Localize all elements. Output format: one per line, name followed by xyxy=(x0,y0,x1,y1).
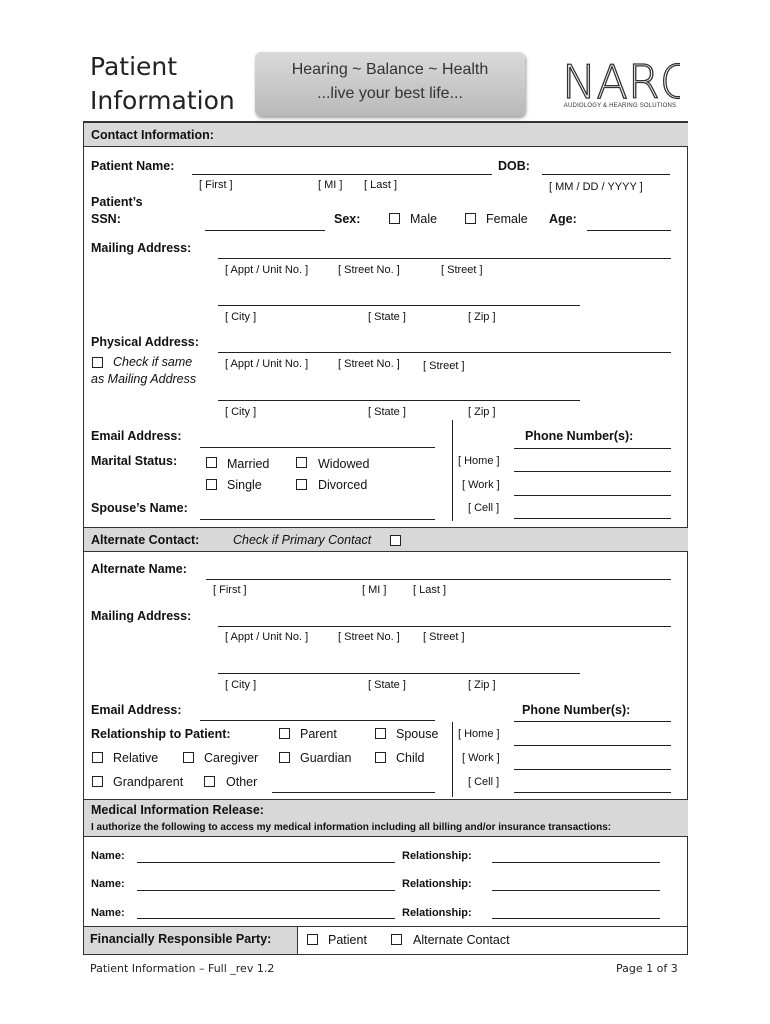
mailing-address-label: Mailing Address: xyxy=(91,241,192,255)
relative-checkbox[interactable] xyxy=(92,752,103,763)
cell-phone-hint: [ Cell ] xyxy=(468,502,500,514)
caregiver-checkbox[interactable] xyxy=(183,752,194,763)
financial-label-cell xyxy=(84,926,298,954)
phone-numbers-label: Phone Number(s): xyxy=(525,429,634,443)
work-phone-hint: [ Work ] xyxy=(462,479,500,491)
alt-work-phone-hint: [ Work ] xyxy=(462,752,500,764)
divorced-checkbox[interactable] xyxy=(296,479,307,490)
logo-subtitle: AUDIOLOGY & HEARING SOLUTIONS xyxy=(563,103,677,109)
alt-mailing-line-1[interactable] xyxy=(218,626,671,627)
footer-page-number: Page 1 of 3 xyxy=(616,962,678,975)
release-name-label-3: Name: xyxy=(91,907,125,919)
financial-alternate-label: Alternate Contact xyxy=(413,933,510,947)
release-name-field-2[interactable] xyxy=(137,890,395,891)
financial-top-border xyxy=(298,926,688,927)
mi-hint: [ MI ] xyxy=(318,179,343,191)
work-phone-field[interactable] xyxy=(514,495,671,496)
state-hint: [ State ] xyxy=(368,311,406,323)
physical-appt-hint: [ Appt / Unit No. ] xyxy=(225,358,309,370)
spouse-checkbox[interactable] xyxy=(375,728,386,739)
other-checkbox[interactable] xyxy=(204,776,215,787)
alt-phone-numbers-label: Phone Number(s): xyxy=(522,703,631,717)
dob-label: DOB: xyxy=(498,159,530,173)
release-relationship-field-3[interactable] xyxy=(492,918,660,919)
title-line-1: Patient xyxy=(90,52,178,81)
alternate-name-label: Alternate Name: xyxy=(91,562,187,576)
alternate-section-header xyxy=(84,527,688,552)
alt-street-hint: [ Street ] xyxy=(423,631,465,643)
primary-contact-label: Check if Primary Contact xyxy=(233,533,372,547)
relative-label: Relative xyxy=(113,751,159,765)
contact-section-header xyxy=(84,122,688,147)
other-field[interactable] xyxy=(272,792,435,793)
mailing-address-line-1[interactable] xyxy=(218,258,671,259)
authorize-text: I authorize the following to access my medical information including all billing and/or insurance transactions: xyxy=(91,822,612,833)
street-no-hint: [ Street No. ] xyxy=(338,264,400,276)
alternate-section-title: Alternate Contact: xyxy=(91,533,200,547)
child-checkbox[interactable] xyxy=(375,752,386,763)
physical-address-line-1[interactable] xyxy=(218,352,671,353)
footer-left: Patient Information – Full _rev 1.2 xyxy=(90,962,275,975)
widowed-checkbox[interactable] xyxy=(296,457,307,468)
physical-street-no-hint: [ Street No. ] xyxy=(338,358,400,370)
tagline-line-2: ...live your best life... xyxy=(317,85,463,102)
physical-zip-hint: [ Zip ] xyxy=(468,406,496,418)
logo-wordmark: NARO xyxy=(562,55,680,105)
phone-header-line xyxy=(514,448,671,449)
ssn-field[interactable] xyxy=(205,230,325,231)
sex-label: Sex: xyxy=(334,212,361,226)
spouse-name-field[interactable] xyxy=(200,519,435,520)
logo-graphic xyxy=(560,50,680,105)
financial-patient-label: Patient xyxy=(328,933,367,947)
last-hint: [ Last ] xyxy=(364,179,398,191)
release-relationship-label-3: Relationship: xyxy=(402,907,472,919)
caregiver-label: Caregiver xyxy=(204,751,259,765)
medical-section-header xyxy=(84,799,688,837)
medical-section-title: Medical Information Release: xyxy=(91,803,264,817)
spouse-label: Spouse xyxy=(396,727,439,741)
divorced-label: Divorced xyxy=(318,478,368,492)
alt-work-phone-field[interactable] xyxy=(514,769,671,770)
married-checkbox[interactable] xyxy=(206,457,217,468)
release-name-label-2: Name: xyxy=(91,878,125,890)
alt-mailing-line-2[interactable] xyxy=(218,673,580,674)
cell-phone-field[interactable] xyxy=(514,518,671,519)
ssn-label-1: Patient’s xyxy=(91,195,143,209)
email-field[interactable] xyxy=(200,447,435,448)
release-relationship-field-1[interactable] xyxy=(492,862,660,863)
age-field[interactable] xyxy=(587,230,671,231)
same-as-mailing-label-1: Check if same xyxy=(113,355,193,369)
ssn-label-2: SSN: xyxy=(91,212,121,226)
alt-state-hint: [ State ] xyxy=(368,679,406,691)
relationship-label: Relationship to Patient: xyxy=(91,727,231,741)
grandparent-checkbox[interactable] xyxy=(92,776,103,787)
city-hint: [ City ] xyxy=(225,311,257,323)
age-label: Age: xyxy=(549,212,577,226)
alt-email-label: Email Address: xyxy=(91,703,182,717)
alt-appt-hint: [ Appt / Unit No. ] xyxy=(225,631,309,643)
mailing-address-line-2[interactable] xyxy=(218,305,580,306)
physical-city-hint: [ City ] xyxy=(225,406,257,418)
parent-checkbox[interactable] xyxy=(279,728,290,739)
single-label: Single xyxy=(227,478,262,492)
alt-home-phone-field[interactable] xyxy=(514,745,671,746)
appt-hint: [ Appt / Unit No. ] xyxy=(225,264,309,276)
alt-first-hint: [ First ] xyxy=(213,584,247,596)
same-as-mailing-checkbox[interactable] xyxy=(92,357,103,368)
physical-address-label: Physical Address: xyxy=(91,335,199,349)
alt-last-hint: [ Last ] xyxy=(413,584,447,596)
alt-mailing-label: Mailing Address: xyxy=(91,609,192,623)
column-divider xyxy=(452,420,453,521)
first-hint: [ First ] xyxy=(199,179,233,191)
male-label: Male xyxy=(410,212,438,226)
financial-label: Financially Responsible Party: xyxy=(90,932,272,946)
married-label: Married xyxy=(227,457,270,471)
widowed-label: Widowed xyxy=(318,457,370,471)
tagline-banner xyxy=(255,52,525,116)
marital-status-label: Marital Status: xyxy=(91,454,178,468)
alternate-name-field[interactable] xyxy=(206,579,671,580)
release-relationship-label-1: Relationship: xyxy=(402,850,472,862)
release-name-label-1: Name: xyxy=(91,850,125,862)
alt-cell-phone-hint: [ Cell ] xyxy=(468,776,500,788)
other-label: Other xyxy=(226,775,258,789)
contact-section-title: Contact Information: xyxy=(91,128,214,142)
alt-street-no-hint: [ Street No. ] xyxy=(338,631,400,643)
alt-mi-hint: [ MI ] xyxy=(362,584,387,596)
title-line-2: Information xyxy=(90,86,235,115)
release-relationship-field-2[interactable] xyxy=(492,890,660,891)
financial-alternate-checkbox[interactable] xyxy=(391,934,402,945)
child-label: Child xyxy=(396,751,425,765)
alt-zip-hint: [ Zip ] xyxy=(468,679,496,691)
home-phone-field[interactable] xyxy=(514,471,671,472)
street-hint: [ Street ] xyxy=(441,264,483,276)
patient-name-label: Patient Name: xyxy=(91,159,175,173)
physical-state-hint: [ State ] xyxy=(368,406,406,418)
physical-address-line-2[interactable] xyxy=(218,400,580,401)
physical-street-hint: [ Street ] xyxy=(423,360,465,372)
grandparent-label: Grandparent xyxy=(113,775,184,789)
alt-column-divider xyxy=(452,722,453,797)
alt-phone-header-line xyxy=(514,721,671,722)
release-relationship-label-2: Relationship: xyxy=(402,878,472,890)
financial-patient-checkbox[interactable] xyxy=(307,934,318,945)
dob-field[interactable] xyxy=(542,174,670,175)
single-checkbox[interactable] xyxy=(206,479,217,490)
release-name-field-3[interactable] xyxy=(137,918,395,919)
page-title xyxy=(90,50,235,118)
tagline-line-1: Hearing ~ Balance ~ Health xyxy=(291,61,489,78)
home-phone-hint: [ Home ] xyxy=(458,455,500,467)
alt-cell-phone-field[interactable] xyxy=(514,792,671,793)
primary-contact-checkbox[interactable] xyxy=(390,535,401,546)
release-name-field-1[interactable] xyxy=(137,862,395,863)
email-label: Email Address: xyxy=(91,429,182,443)
male-checkbox[interactable] xyxy=(389,213,400,224)
patient-name-field[interactable] xyxy=(192,174,492,175)
alt-city-hint: [ City ] xyxy=(225,679,257,691)
female-checkbox[interactable] xyxy=(465,213,476,224)
dob-hint: [ MM / DD / YYYY ] xyxy=(549,181,643,193)
female-label: Female xyxy=(486,212,528,226)
alt-email-field[interactable] xyxy=(200,720,435,721)
parent-label: Parent xyxy=(300,727,337,741)
same-as-mailing-label-2: as Mailing Address xyxy=(91,372,197,386)
guardian-checkbox[interactable] xyxy=(279,752,290,763)
spouse-name-label: Spouse’s Name: xyxy=(91,501,188,515)
alt-home-phone-hint: [ Home ] xyxy=(458,728,500,740)
zip-hint: [ Zip ] xyxy=(468,311,496,323)
guardian-label: Guardian xyxy=(300,751,352,765)
